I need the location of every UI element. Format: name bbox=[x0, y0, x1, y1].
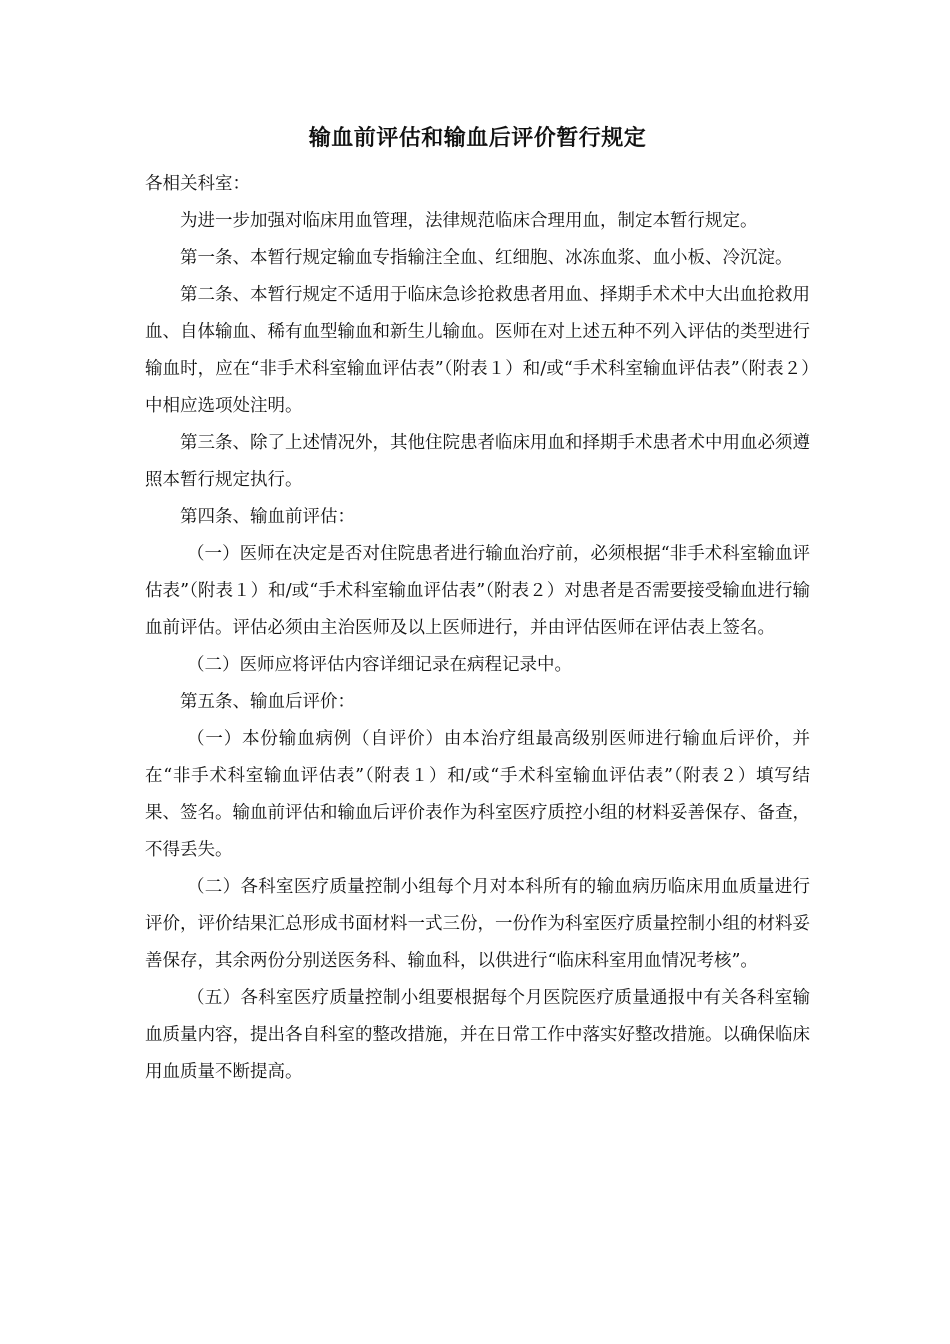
paragraph-article-4-heading: 第四条、输血前评估： bbox=[180, 507, 355, 527]
paragraph-article-5-heading: 第五条、输血后评价： bbox=[180, 692, 355, 712]
paragraph-article-5-item-5: （五）各科室医疗质量控制小组要根据每个月医院医疗质量通报中有关各科室输血质量内容，提出各自科室的整改措施，并在日常工作中落实好整改措施。以确保临床用血质量不断提高。 bbox=[145, 988, 810, 1082]
paragraph-article-4-item-2: （二）医师应将评估内容详细记录在病程记录中。 bbox=[187, 655, 572, 675]
paragraph-article-3: 第三条、除了上述情况外，其他住院患者临床用血和择期手术患者术中用血必须遵照本暂行规定执行。 bbox=[145, 433, 810, 490]
paragraph-intro: 为进一步加强对临床用血管理，法律规范临床合理用血，制定本暂行规定。 bbox=[180, 211, 758, 231]
paragraph-article-5-item-1: （一）本份输血病例（自评价）由本治疗组最高级别医师进行输血后评价，并在“非手术科室输血评估表”（附表１）和/或“手术科室输血评估表”（附表２）填写结果、签名。输血前评估和输血后评价表作为科室医疗质控小组的材料妥善保存、备查，不得丢失。 bbox=[145, 729, 810, 860]
document-page bbox=[145, 118, 810, 1091]
paragraph-article-2: 第二条、本暂行规定不适用于临床急诊抢救患者用血、择期手术术中大出血抢救用血、自体输血、稀有血型输血和新生儿输血。医师在对上述五种不列入评估的类型进行输血时，应在“非手术科室输血评估表”（附表１）和/或“手术科室输血评估表”（附表２）中相应选项处注明。 bbox=[145, 285, 810, 416]
document-title: 输血前评估和输血后评价暂行规定 bbox=[308, 125, 647, 151]
salutation: 各相关科室： bbox=[145, 174, 250, 194]
paragraph-article-1: 第一条、本暂行规定输血专指输注全血、红细胞、冰冻血浆、血小板、冷沉淀。 bbox=[180, 248, 793, 268]
paragraph-article-5-item-2: （二）各科室医疗质量控制小组每个月对本科所有的输血病历临床用血质量进行评价，评价结果汇总形成书面材料一式三份，一份作为科室医疗质量控制小组的材料妥善保存，其余两份分别送医务科、输血科，以供进行“临床科室用血情况考核”。 bbox=[145, 877, 810, 971]
paragraph-article-4-item-1: （一）医师在决定是否对住院患者进行输血治疗前，必须根据“非手术科室输血评估表”（附表１）和/或“手术科室输血评估表”（附表２）对患者是否需要接受输血进行输血前评估。评估必须由主治医师及以上医师进行，并由评估医师在评估表上签名。 bbox=[145, 544, 810, 638]
